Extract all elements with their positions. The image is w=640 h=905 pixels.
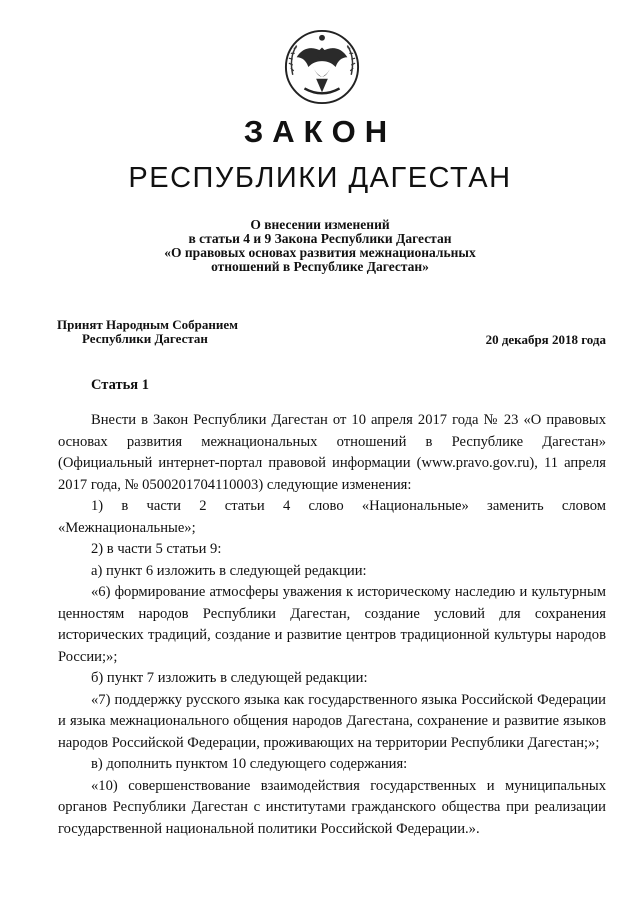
article-title: Статья 1	[91, 377, 149, 393]
article-body	[58, 410, 606, 840]
article-paragraph: «10) совершенствование взаимодействия государственных и муниципальных органов Республики Дагестан с институтами гражданского общества при реализации государственной национальной политики Российской Федерации.».	[58, 777, 606, 837]
heading-line: «О правовых основах развития межнациональных	[164, 245, 476, 260]
article-paragraph: в) дополнить пунктом 10 следующего содержания:	[91, 756, 408, 772]
adoption-date: 20 декабря 2018 года	[485, 332, 606, 347]
law-heading	[100, 218, 540, 274]
eagle-coat-of-arms-icon	[283, 28, 361, 106]
adoption-line: Принят Народным Собранием	[57, 317, 239, 332]
heading-line: О внесении изменений	[250, 217, 390, 232]
article-paragraph: б) пункт 7 изложить в следующей редакции:	[91, 670, 368, 686]
heading-line: в статьи 4 и 9 Закона Республики Дагестан	[188, 231, 452, 246]
article-paragraph: а) пункт 6 изложить в следующей редакции:	[91, 562, 367, 579]
heading-line: отношений в Республике Дагестан»	[211, 259, 429, 274]
article-paragraph: «7) поддержку русского языка как государственного языка Российской Федерации и языка межнационального общения народов Дагестана, сохранение и развитие языков народов Российской Федерации, проживающих на территории Республики Дагестан;»;	[58, 691, 606, 751]
article-paragraph: 1) в части 2 статьи 4 слово «Национальные» заменить словом «Межнациональные»;	[58, 498, 606, 536]
law-title: ЗАКОН	[243, 114, 397, 149]
adoption-statement	[57, 318, 238, 346]
adoption-line: Республики Дагестан	[82, 331, 208, 346]
article-paragraph: Внести в Закон Республики Дагестан от 10 апреля 2017 года № 23 «О правовых основах развития межнациональных отношений в Республике Дагестан» (Официальный интернет-портал правовой информации (www.pravo.gov.ru), 11 апреля 2017 года, № 0500201704110003) следующие изменения:	[58, 412, 606, 493]
article-paragraph: «6) формирование атмосферы уважения к историческому наследию и культурным ценностям народов Республики Дагестан, создание условий для сохранения исторических традиций, создание и развитие центров традиционной культуры народов России;»;	[58, 584, 606, 665]
article-paragraph: 2) в части 5 статьи 9:	[91, 541, 222, 557]
law-subtitle: РЕСПУБЛИКИ ДАГЕСТАН	[128, 162, 512, 194]
